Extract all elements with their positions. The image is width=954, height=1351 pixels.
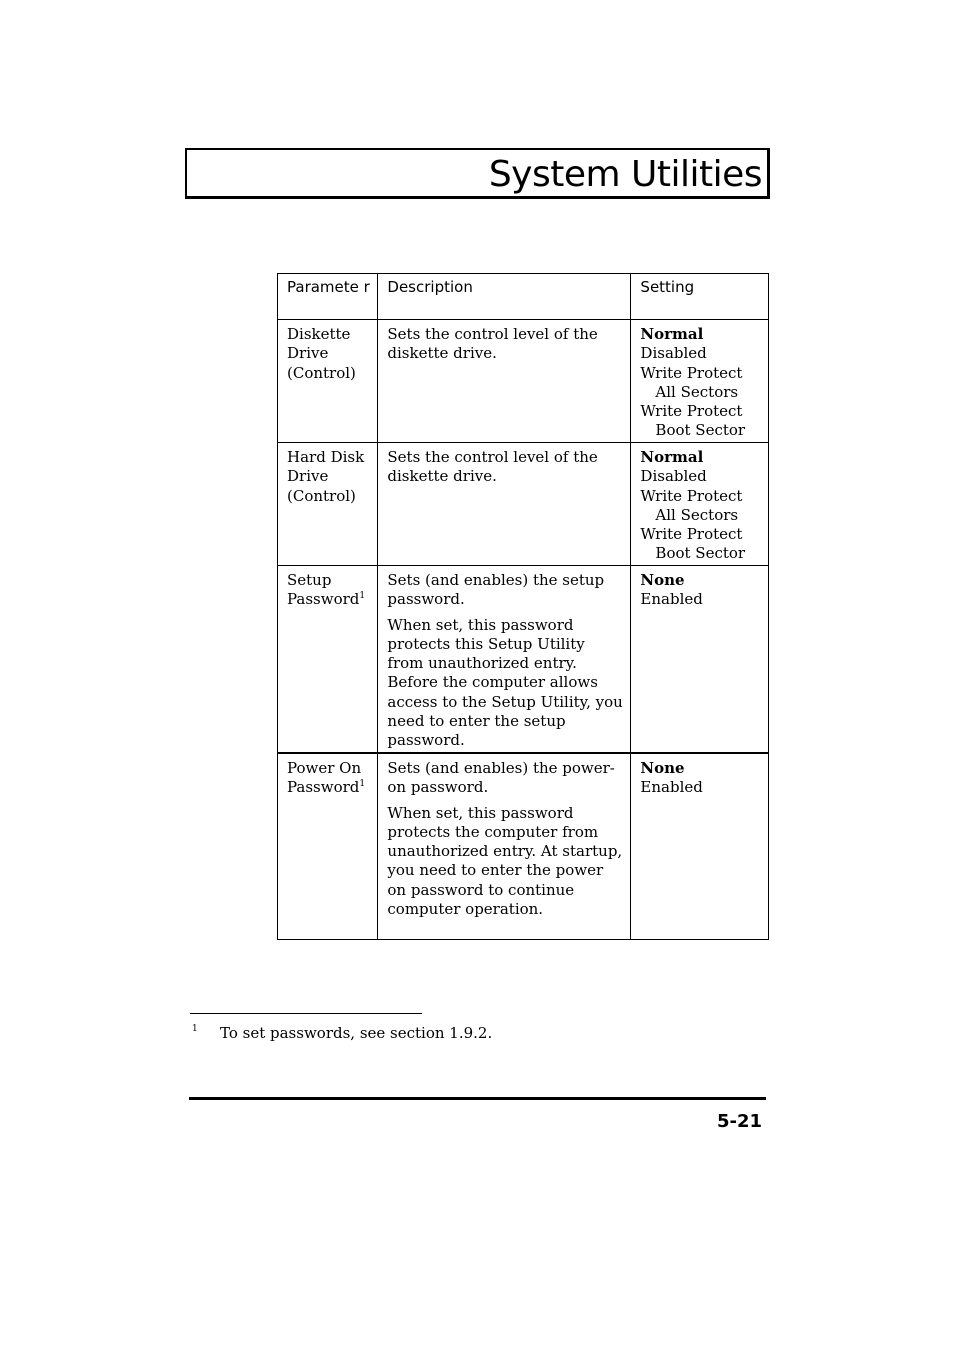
table-row: [278, 320, 769, 443]
column-header-setting: Setting: [631, 274, 769, 320]
description-text: Sets (and enables) the power- on password.: [387, 759, 615, 797]
parameter-line: Drive: [287, 467, 329, 486]
description-detail: When set, this password protects the computer from unauthorized entry. At startup, you need to enter the power on password to continue computer operation.: [387, 803, 623, 919]
page-number: 5-21: [716, 1111, 762, 1132]
description-text: Sets the control level of the diskette drive.: [387, 325, 598, 363]
setting-option: All Sectors: [655, 505, 739, 524]
description-cell: [378, 753, 631, 940]
setting-option: All Sectors: [655, 382, 739, 401]
footnote-marker: 1: [359, 591, 366, 602]
setting-cell: [631, 320, 769, 443]
setting-option: Enabled: [640, 778, 703, 797]
setting-cell: [631, 753, 769, 940]
setting-option: Boot Sector: [655, 544, 746, 563]
parameter-cell: [278, 320, 378, 443]
default-setting: None: [640, 759, 685, 777]
setting-option: Write Protect: [640, 525, 743, 544]
column-header-parameter: Paramete r: [278, 274, 378, 320]
setting-cell: [631, 443, 769, 566]
title-box: [185, 148, 770, 199]
footer-divider: [189, 1097, 766, 1100]
table-row: [278, 443, 769, 566]
description-cell: [378, 443, 631, 566]
parameter-line: Power On: [287, 759, 362, 777]
default-setting: Normal: [640, 325, 704, 343]
parameter-cell: [278, 566, 378, 754]
setting-option: Enabled: [640, 590, 703, 609]
parameter-cell: [278, 753, 378, 940]
parameter-text: Password: [287, 778, 360, 797]
description-cell: [378, 320, 631, 443]
setting-cell: [631, 566, 769, 754]
parameter-text: Password: [287, 590, 360, 609]
parameter-line: Setup: [287, 571, 332, 589]
parameter-line: (Control): [287, 486, 356, 505]
parameter-line: Drive: [287, 344, 329, 363]
table-row: [278, 753, 769, 940]
parameter-cell: [278, 443, 378, 566]
setting-option: Disabled: [640, 344, 707, 363]
footnote-divider: [190, 1013, 422, 1014]
column-header-description: Description: [378, 274, 631, 320]
description-detail: When set, this password protects this Setup Utility from unauthorized entry. Before the computer allows access to the Setup Utility, you need to enter the setup password.: [387, 615, 623, 750]
setting-option: Boot Sector: [655, 421, 746, 440]
parameter-table: [277, 273, 769, 940]
footnote-text: To set passwords, see section 1.9.2.: [220, 1024, 493, 1042]
setting-option: Write Protect: [640, 486, 743, 505]
setting-option: Write Protect: [640, 402, 743, 421]
parameter-line: (Control): [287, 363, 356, 382]
parameter-line: Diskette: [287, 325, 351, 343]
parameter-line: [287, 778, 371, 797]
default-setting: None: [640, 571, 685, 589]
footnote-number: 1: [192, 1024, 198, 1034]
setting-option: Disabled: [640, 467, 707, 486]
parameter-line: [287, 590, 371, 609]
footnote-marker: 1: [359, 779, 366, 790]
setting-option: Write Protect: [640, 363, 743, 382]
description-cell: [378, 566, 631, 754]
description-text: Sets (and enables) the setup password.: [387, 571, 605, 609]
default-setting: Normal: [640, 448, 704, 466]
table-row: [278, 566, 769, 754]
parameter-line: Hard Disk: [287, 448, 365, 466]
description-text: Sets the control level of the diskette drive.: [387, 448, 598, 486]
table-header-row: [278, 274, 769, 320]
page-title: System Utilities: [488, 154, 762, 195]
